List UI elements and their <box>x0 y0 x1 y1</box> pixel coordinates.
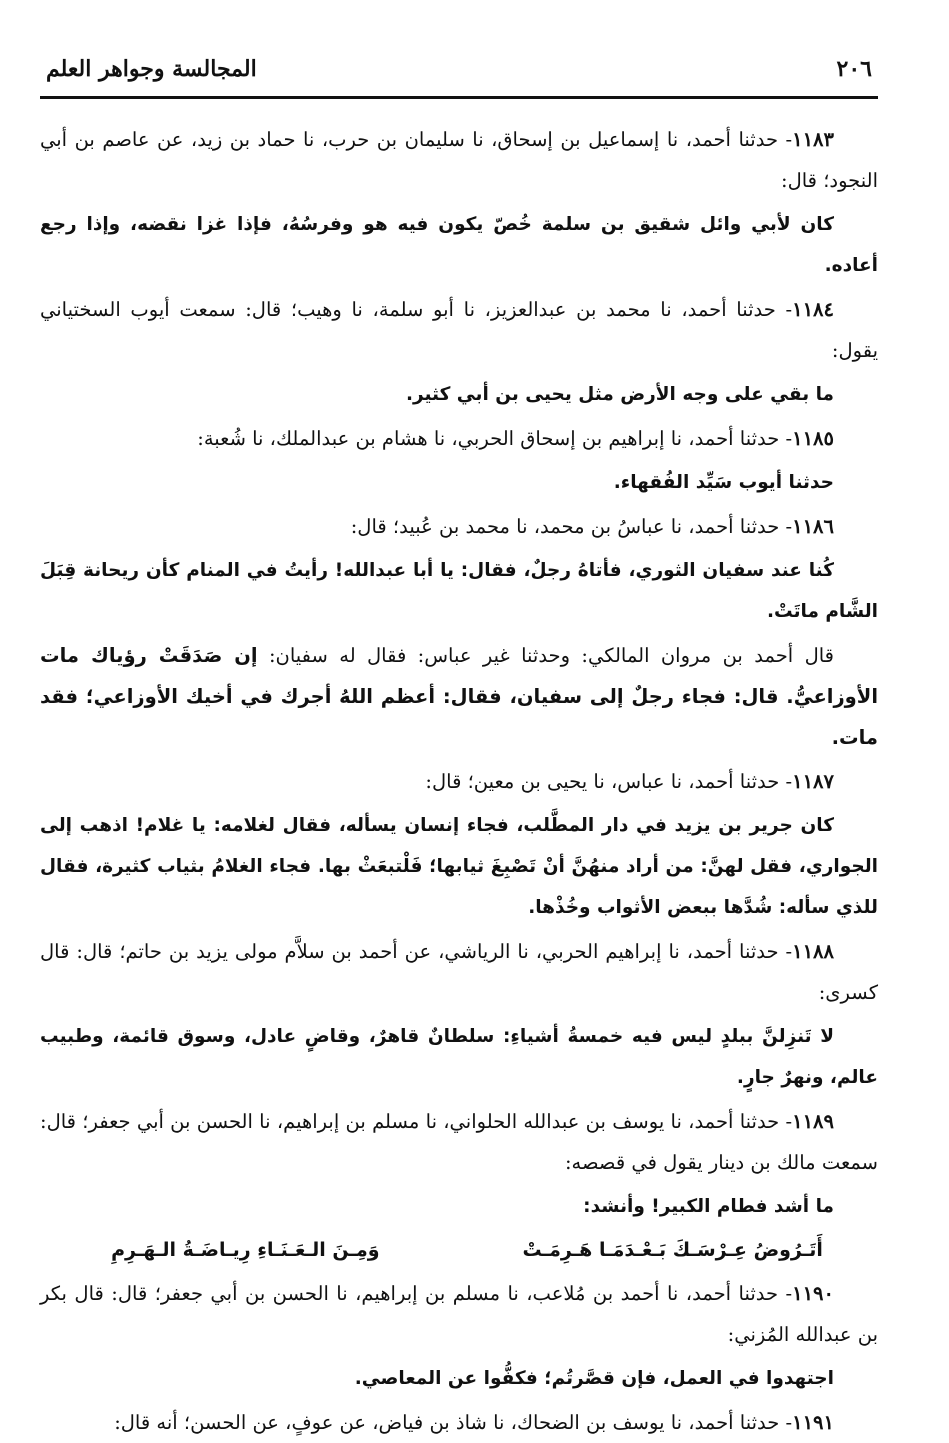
hadith-number: ١١٨٥ <box>792 427 834 450</box>
note-bold-text: إن صَدَقَتْ رؤياك مات الأوزاعيُّ. قال: فجاء رجلٌ إلى سفيان، فقال: أعظم اللهُ أجرك في أخيك الأوزاعي؛ فقد مات. <box>40 644 878 749</box>
hadith-number: ١١٩١ <box>792 1411 834 1434</box>
hadith-1191-isnad <box>40 1402 878 1443</box>
hadith-1186-isnad <box>40 506 878 547</box>
document-page <box>40 50 878 1434</box>
hadith-number: ١١٨٤ <box>792 298 834 321</box>
hadith-1184-isnad <box>40 289 878 371</box>
isnad-text: - حدثنا أحمد، نا محمد بن عبدالعزيز، نا أبو سلمة، نا وهيب؛ قال: سمعت أيوب السختياني يقول: <box>40 298 878 362</box>
hadith-1189-isnad <box>40 1101 878 1183</box>
isnad-text: - حدثنا أحمد، نا عباسُ بن محمد، نا محمد بن عُبيد؛ قال: <box>350 515 793 538</box>
isnad-text: - حدثنا أحمد، نا أحمد بن مُلاعب، نا مسلم بن إبراهيم، نا الحسن بن أبي جعفر؛ قال: قال بكر بن عبدالله المُزني: <box>40 1282 878 1346</box>
hadith-1185-matn: حدثنا أيوب سَيِّد الفُقهاء. <box>613 472 834 493</box>
hadith-number: ١١٩٠ <box>792 1282 834 1305</box>
hadith-1188-matn: لا تَنزِلنَّ ببلدٍ ليس فيه خمسةُ أشياءِ: سلطانٌ قاهرٌ، وقاضٍ عادل، وسوق قائمة، وطبيب عالم، ونهرٌ جارٍ. <box>40 1026 878 1088</box>
verse-first-hemistich: أَتَـرُوضُ عِـرْسَـكَ بَـعْـدَمَـا هَـرِمَـتْ <box>522 1239 823 1261</box>
hadith-number: ١١٨٧ <box>792 770 834 793</box>
poetry-verse <box>40 1230 878 1270</box>
hadith-1183-isnad <box>40 119 878 201</box>
hadith-number: ١١٨٨ <box>792 940 834 963</box>
isnad-text: - حدثنا أحمد، نا يوسف بن الضحاك، نا شاذ بن فياض، عن عوفٍ، عن الحسن؛ أنه قال: <box>114 1411 793 1434</box>
hadith-1184-matn: ما بقي على وجه الأرض مثل يحيى بن أبي كثير. <box>405 384 834 405</box>
hadith-1186-matn: كُنا عند سفيان الثوري، فأتاهُ رجلٌ، فقال: يا أبا عبدالله! رأيتُ في المنام كأن ريحانة قِبَلَ الشَّام ماتَتْ. <box>40 560 878 622</box>
isnad-text: - حدثنا أحمد، نا يوسف بن عبدالله الحلواني، نا مسلم بن إبراهيم، نا الحسن بن أبي جعفر؛ قال: سمعت مالك بن دينار يقول في قصصه: <box>40 1110 878 1174</box>
hadith-1185-isnad <box>40 418 878 459</box>
isnad-text: - حدثنا أحمد، نا إبراهيم الحربي، نا الرياشي، عن أحمد بن سلاَّم مولى يزيد بن حاتم؛ قال: قال كسرى: <box>40 940 878 1004</box>
verse-second-hemistich: وَمِـنَ الـعَـنَـاءِ رِيـاضَـةُ الـهَـرِمِ <box>111 1239 380 1261</box>
isnad-text: - حدثنا أحمد، نا عباس، نا يحيى بن معين؛ قال: <box>425 770 793 793</box>
hadith-number: ١١٨٦ <box>792 515 834 538</box>
isnad-text: - حدثنا أحمد، نا إسماعيل بن إسحاق، نا سليمان بن حرب، نا حماد بن زيد، عن عاصم بن أبي النجود؛ قال: <box>40 128 878 192</box>
hadith-number: ١١٨٩ <box>792 1110 834 1133</box>
hadith-1189-matn: ما أشد فطام الكبير! وأنشد: <box>583 1196 834 1217</box>
hadith-1190-matn: اجتهدوا في العمل، فإن قصَّرتُم؛ فكفُّوا عن المعاصي. <box>354 1368 834 1389</box>
hadith-1188-isnad <box>40 931 878 1013</box>
hadith-1183-matn: كان لأبي وائل شقيق بن سلمة خُصّ يكون فيه هو وفرسُهُ، فإذا غزا نقضه، وإذا رجع أعاده. <box>40 214 878 276</box>
hadith-1190-isnad <box>40 1273 878 1355</box>
hadith-number: ١١٨٣ <box>792 128 834 151</box>
note-plain-text: قال أحمد بن مروان المالكي: وحدثنا غير عباس: فقال له سفيان: <box>268 644 834 667</box>
isnad-text: - حدثنا أحمد، نا إبراهيم بن إسحاق الحربي، نا هشام بن عبدالملك، نا شُعبة: <box>197 427 793 450</box>
hadith-1187-isnad <box>40 761 878 802</box>
page-content <box>40 99 878 1443</box>
hadith-1186-note <box>40 635 878 758</box>
hadith-1187-matn: كان جرير بن يزيد في دار المطَّلب، فجاء إنسان يسأله، فقال لغلامه: يا غلام! اذهب إلى الجواري، فقل لهنَّ: من أراد منهُنَّ أنْ تَصْبِغَ ثيابها؛ فَلْتبعَثْ بها. فجاء الغلامُ بثياب كثيرة، فقال للذي سأله: شُدَّها ببعض الأثواب وخُذْها. <box>40 815 878 918</box>
running-title: المجالسة وجواهر العلم <box>46 56 257 82</box>
page-header <box>40 50 878 99</box>
page-number: ٢٠٦ <box>836 56 872 82</box>
